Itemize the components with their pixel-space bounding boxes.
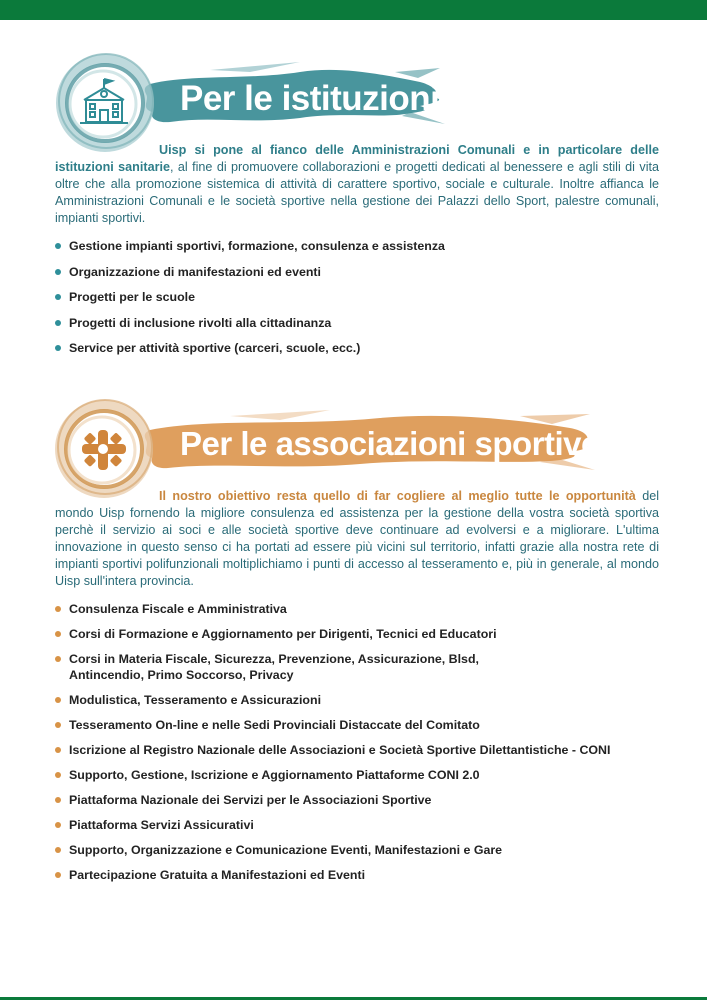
- list-item: Organizzazione di manifestazioni ed eventi: [55, 264, 445, 280]
- list-item-line-1: Corsi in Materia Fiscale, Sicurezza, Prevenzione, Assicurazione, Blsd,: [69, 652, 479, 666]
- body-text: , al fine di promuovere collaborazioni e progetti dedicati al benessere e agli stili di vita oltre che alla promozione sistemica di attività di carattere sportivo, sociale e culturale. Inoltre affianca le Amministrazioni Comunali e le società sportive nella gestione dei Palazzi dello Sport, palestre comunali, impianti sportivi.: [55, 160, 659, 225]
- list-item: [55, 651, 610, 683]
- section-title-associazioni: Per le associazioni sportive: [180, 425, 599, 462]
- list-item: Supporto, Organizzazione e Comunicazione Eventi, Manifestazioni e Gare: [55, 842, 610, 858]
- joined-hands-icon: [82, 430, 126, 470]
- list-item: Progetti di inclusione rivolti alla cittadinanza: [55, 315, 445, 331]
- list-item: Iscrizione al Registro Nazionale delle Associazioni e Società Sportive Dilettantistiche - CONI: [55, 742, 610, 758]
- lead-text: Il nostro obiettivo resta quello di far cogliere al meglio tutte le opportunità: [159, 489, 636, 503]
- list-item-line-2: Antincendio, Primo Soccorso, Privacy: [69, 668, 294, 682]
- list-item: Progetti per le scuole: [55, 289, 445, 305]
- list-item: Piattaforma Servizi Assicurativi: [55, 817, 610, 833]
- body-text: del mondo Uisp fornendo la migliore consulenza ed assistenza per la gestione della vostra società sportiva perchè il servizio ai soci e alle società sportive deve continuare ad evolversi e a migliorare. L'ultima innovazione in questo senso ci ha portati ad essere più vicini sul territorio, infatti grazie alla nostra rete di impianti sportivi polifunzionali moltiplichiamo i punti di accesso al tesseramento e, più in generale, al mondo Uisp sull'intera provincia.: [55, 489, 659, 588]
- section-title-istituzioni: Per le istituzioni: [180, 79, 440, 118]
- list-item: Piattaforma Nazionale dei Servizi per le Associazioni Sportive: [55, 792, 610, 808]
- list-item: Gestione impianti sportivi, formazione, consulenza e assistenza: [55, 238, 445, 254]
- list-item: Partecipazione Gratuita a Manifestazioni ed Eventi: [55, 867, 610, 883]
- list-item: Modulistica, Tesseramento e Assicurazioni: [55, 692, 610, 708]
- lead-text: Uisp si pone al fianco delle Amministrazioni Comunali e in particolare delle istituzioni sanitarie: [55, 143, 659, 174]
- list-item: Tesseramento On-line e nelle Sedi Provinciali Distaccate del Comitato: [55, 717, 610, 733]
- section-paragraph-associazioni: [55, 488, 659, 590]
- list-item: Service per attività sportive (carceri, scuole, ecc.): [55, 340, 445, 356]
- list-item: Corsi di Formazione e Aggiornamento per Dirigenti, Tecnici ed Educatori: [55, 626, 610, 642]
- list-item: Supporto, Gestione, Iscrizione e Aggiornamento Piattaforme CONI 2.0: [55, 767, 610, 783]
- services-list-associazioni: [55, 601, 610, 892]
- list-item: Consulenza Fiscale e Amministrativa: [55, 601, 610, 617]
